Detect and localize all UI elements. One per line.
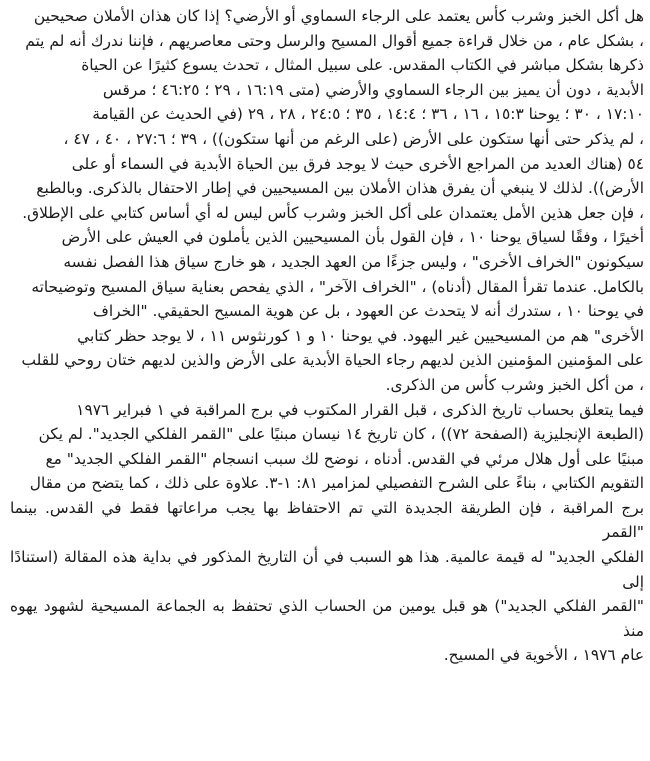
paragraph-memorial-hopes: هل أكل الخبز وشرب كأس يعتمد على الرجاء السماوي أو الأرضي؟ إذا كان هذان الأملان صحيحين ، بشكل عام ، من خلال قراءة جميع أقوال المسيح والرسل وحتى معاصريهم ، فإننا ندرك أنه لم يتم ذكرها بشكل مباشر في الكتاب المقدس. على سبيل المثال ، تحدث يسوع كثيرًا عن الحياة الأبدية ، دون أن يميز بين الرجاء السماوي والأرضي (متى ١٦:١٩ ، ٢٩ ؛ ٤٦:٢٥ ؛ مرقس ١٧:١٠ ، ٣٠ ؛ يوحنا ١٥:٣ ، ١٦ ، ٣٦ ؛ ١٤:٤ ، ٣٥ ؛ ٢٤:٥ ، ٢٨ ، ٢٩ (في الحديث عن القيامة ، لم يذكر حتى أنها ستكون على الأرض (على الرغم من أنها ستكون)) ، ٣٩ ؛ ٢٧:٦ ، ٤٠ ، ٤٧ ، ٥٤ (هناك العديد من المراجع الأخرى حيث لا يوجد فرق بين الحياة الأبدية في السماء أو على الأرض)). لذلك لا ينبغي أن يفرق هذان الأملان بين المسيحيين في إطار الاحتفال بالذكرى. وبالطبع ، فإن جعل هذين الأمل يعتمدان على أكل الخبز وشرب كأس ليس له أي أساس كتابي على الإطلاق. bbox=[22, 7, 644, 222]
paragraph-memorial-date: فيما يتعلق بحساب تاريخ الذكرى ، قبل القرار المكتوب في برج المراقبة في ١ فبراير ١٩٧٦ (الطبعة الإنجليزية (الصفحة ٧٢)) ، كان تاريخ ١٤ نيسان مبنيًا على "القمر الفلكي الجديد". لم يكن مبنيًا على أول هلال مرئي في القدس. أدناه ، نوضح لك سبب انسجام "القمر الفلكي الجديد" مع التقويم الكتابي ، بناءً على الشرح التفصيلي لمزامير ٨١: ١-٣. علاوة على ذلك ، كما يتضح من مقال برج المراقبة ، فإن الطريقة الجديدة التي تم الاحتفاظ بها يجب مراعاتها فقط في القدس. بينما "القمر الفلكي الجديد" له قيمة عالمية. هذا هو السبب في أن التاريخ المذكور في بداية هذه المقالة (استنادًا إلى "القمر الفلكي الجديد") هو قبل يومين من الحساب الذي تحتفظ به الجماعة المسيحية لشهود يهوه منذ عام ١٩٧٦ ، الأخوية في المسيح. bbox=[10, 400, 644, 665]
paragraph-other-sheep: أخيرًا ، وفقًا لسياق يوحنا ١٠ ، فإن القول بأن المسيحيين الذين يأملون في العيش على الأرض سيكونون "الخراف الأخرى" ، وليس جزءًا من العهد الجديد ، هو خارج سياق هذا الفصل نفسه بالكامل. عندما تقرأ المقال (أدناه) ، "الخراف الآخر" ، الذي يفحص بعناية سياق المسيح وتوضيحاته في يوحنا ١٠ ، ستدرك أنه لا يتحدث عن العهود ، بل عن هوية المسيح الحقيقي. "الخراف الأخرى" هم من المسيحيين غير اليهود. في يوحنا ١٠ و ١ كورنثوس ١١ ، لا يوجد حظر كتابي على المؤمنين المؤمنين الذين لديهم رجاء الحياة الأبدية على الأرض والذين لديهم ختان روحي للقلب ، من أكل الخبز وشرب كأس من الذكرى. bbox=[21, 228, 644, 394]
